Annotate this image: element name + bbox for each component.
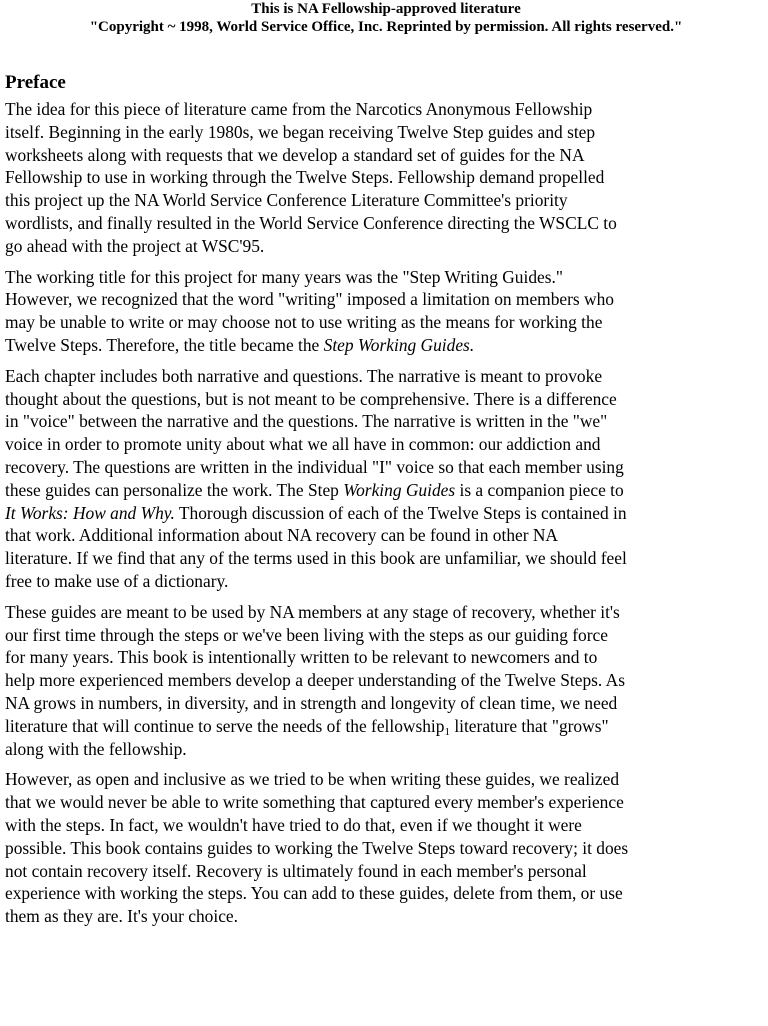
paragraph-line: However, as open and inclusive as we tried to be when writing these guides, we realized [5, 769, 620, 790]
paragraph-line: in "voice" between the narrative and the questions. The narrative is written in the "we" [5, 411, 608, 432]
paragraph-line: literature. If we find that any of the terms used in this book are unfamiliar, we should feel [5, 548, 627, 569]
paragraph-line: not contain recovery itself. Recovery is ultimately found in each member's personal [5, 860, 587, 881]
paragraph-line: free to make use of a dictionary. [5, 570, 229, 591]
paragraph-line [5, 502, 767, 525]
paragraph-line: thought about the questions, but is not meant to be comprehensive. There is a difference [5, 388, 617, 409]
paragraph-line: Each chapter includes both narrative and questions. The narrative is meant to provoke [5, 365, 603, 386]
line-text: literature that will continue to serve the needs of the fellowship [5, 715, 445, 736]
paragraph-line: possible. This book contains guides to working the Twelve Steps toward recovery; it does [5, 837, 629, 858]
paragraph-line: The idea for this piece of literature came from the Narcotics Anonymous Fellowship [5, 99, 593, 119]
paragraph-line: NA grows in numbers, in diversity, and in strength and longevity of clean time, we need [5, 692, 618, 713]
paragraph-2 [5, 266, 767, 357]
paragraph-line: However, we recognized that the word "writing" imposed a limitation on members who [5, 289, 614, 310]
approval-notice: This is NA Fellowship-approved literature [251, 1, 521, 17]
paragraph-line: recovery. The questions are written in the individual "I" voice so that each member using [5, 456, 624, 477]
paragraph-1 [5, 98, 767, 258]
paragraph-line: may be unable to write or may choose not to use writing as the means for working the [5, 312, 603, 333]
paragraph-line: go ahead with the project at WSC'95. [5, 235, 265, 256]
paragraph-line [5, 479, 767, 502]
paragraph-4 [5, 601, 767, 761]
section-title: Preface [5, 72, 66, 93]
paragraph-line: Fellowship to use in working through the Twelve Steps. Fellowship demand propelled [5, 167, 605, 188]
paragraph-line: These guides are meant to be used by NA members at any stage of recovery, whether it's [5, 601, 620, 622]
line-text: literature that "grows" [449, 715, 609, 736]
document-page [5, 0, 767, 928]
line-text: is a companion piece to [455, 479, 624, 500]
book-title-italic: Working Guides [343, 479, 456, 500]
footnote-marker: 1 [444, 725, 450, 738]
paragraph-5 [5, 768, 767, 928]
paragraph-3 [5, 365, 767, 593]
paragraph-line: them as they are. It's your choice. [5, 906, 238, 927]
paragraph-line: that we would never be able to write something that captured every member's experience [5, 792, 624, 813]
paragraph-line: experience with working the steps. You can add to these guides, delete from them, or use [5, 883, 623, 904]
paragraph-line: worksheets along with requests that we develop a standard set of guides for the NA [5, 144, 585, 165]
book-title-italic: Step Working Guides. [323, 334, 475, 355]
line-text: these guides can personalize the work. The Step [5, 479, 344, 500]
line-text: Thorough discussion of each of the Twelve Steps is contained in [174, 502, 627, 523]
paragraph-line: The working title for this project for many years was the "Step Writing Guides." [5, 266, 563, 287]
paragraph-line: itself. Beginning in the early 1980s, we began receiving Twelve Step guides and step [5, 121, 596, 142]
line-text: Twelve Steps. Therefore, the title became the [5, 334, 324, 355]
paragraph-line [5, 334, 767, 357]
paragraph-line: with the steps. In fact, we wouldn't have tried to do that, even if we thought it were [5, 814, 582, 835]
paragraph-line: for many years. This book is intentionally written to be relevant to newcomers and to [5, 647, 598, 668]
book-title-italic: It Works: How and Why. [5, 502, 175, 523]
paragraph-line: along with the fellowship. [5, 738, 187, 759]
paragraph-line: that work. Additional information about NA recovery can be found in other NA [5, 525, 558, 546]
paragraph-line [5, 715, 767, 738]
paragraph-line: this project up the NA World Service Conference Literature Committee's priority [5, 190, 568, 211]
paragraph-line: our first time through the steps or we've been living with the steps as our guiding force [5, 624, 608, 645]
paragraph-line: wordlists, and finally resulted in the World Service Conference directing the WSCLC to [5, 212, 617, 233]
paragraph-line: help more experienced members develop a deeper understanding of the Twelve Steps. As [5, 670, 625, 691]
copyright-notice: "Copyright ~ 1998, World Service Office, Inc. Reprinted by permission. All rights reserved." [89, 19, 683, 35]
paragraph-line: voice in order to promote unity about what we all have in common: our addiction and [5, 434, 601, 455]
